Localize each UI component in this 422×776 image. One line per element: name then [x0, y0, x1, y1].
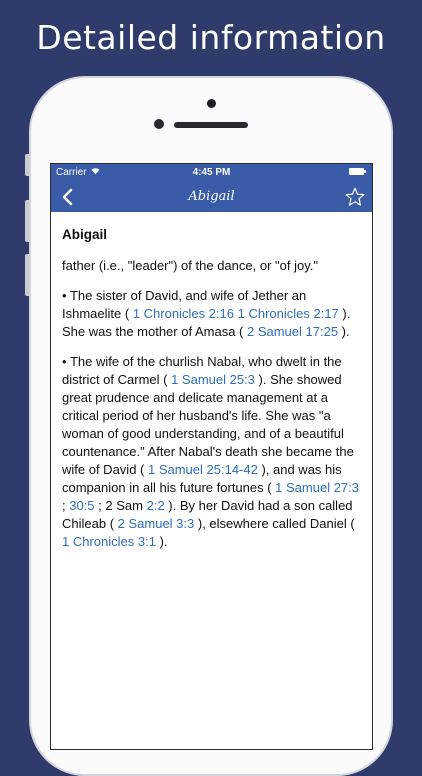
scripture-link[interactable]: 2 Samuel 17:25 [246, 324, 339, 339]
paragraph-text: ). She showed great prudence and delicate management at a critical period of her husband's life. She was "a woman of good understanding, and of a beautiful countenance." After Nabal's death she became the wife of David ( [62, 372, 354, 477]
paragraph-text: ). By her David had a son called Chileab ( [62, 498, 353, 531]
entry-content [51, 212, 372, 551]
star-outline-icon[interactable] [344, 186, 366, 208]
battery-icon [349, 168, 364, 175]
entry-paragraph-2 [62, 353, 360, 551]
navigation-bar [51, 182, 372, 212]
scripture-link[interactable]: 2 Samuel 3:3 [117, 516, 195, 531]
status-bar [51, 164, 372, 182]
front-camera [154, 119, 164, 129]
scripture-link[interactable]: 2:2 [146, 498, 165, 513]
bullet: • [62, 288, 67, 303]
paragraph-text: The sister of David, and wife of Jether an Ishmaelite ( [62, 288, 307, 321]
proximity-sensor [207, 99, 216, 108]
scripture-link[interactable]: 1 Samuel 25:3 [171, 372, 255, 387]
paragraph-text: ; 2 Sam [94, 498, 147, 513]
paragraph-text: ), elsewhere called Daniel ( [194, 516, 355, 531]
scripture-link[interactable]: 1 Chronicles 3:1 [62, 534, 156, 549]
scripture-link[interactable]: 1 Chronicles 2:17 [237, 306, 339, 321]
nav-title: Abigail [188, 189, 235, 204]
battery-tip [364, 170, 366, 173]
bullet: • [62, 354, 67, 369]
paragraph-text: ), and was his companion in all his future fortunes ( [62, 462, 342, 495]
status-time: 4:45 PM [192, 167, 231, 178]
entry-paragraph-1 [62, 287, 360, 341]
scripture-link[interactable]: 1 Chronicles 2:16 [132, 306, 234, 321]
entry-title: Abigail [62, 227, 108, 242]
scripture-link[interactable]: 1 Samuel 25:14-42 [147, 462, 258, 477]
paragraph-text: ). [338, 324, 350, 339]
scripture-link[interactable]: 30:5 [69, 498, 95, 513]
paragraph-text: ). She was the mother of Amasa ( [62, 306, 351, 339]
paragraph-text: ; [62, 498, 70, 513]
paragraph-text: ). [155, 534, 168, 549]
scripture-link[interactable]: 1 Samuel 27:3 [275, 480, 360, 495]
app-screen [50, 163, 373, 750]
entry-definition: father (i.e., "leader") of the dance, or "of joy." [62, 258, 318, 273]
promo-headline: Detailed information [36, 18, 386, 57]
paragraph-text: The wife of the churlish Nabal, who dwelt in the district of Carmel ( [62, 354, 342, 387]
carrier-label: Carrier [56, 167, 87, 178]
earpiece-speaker [174, 122, 248, 128]
